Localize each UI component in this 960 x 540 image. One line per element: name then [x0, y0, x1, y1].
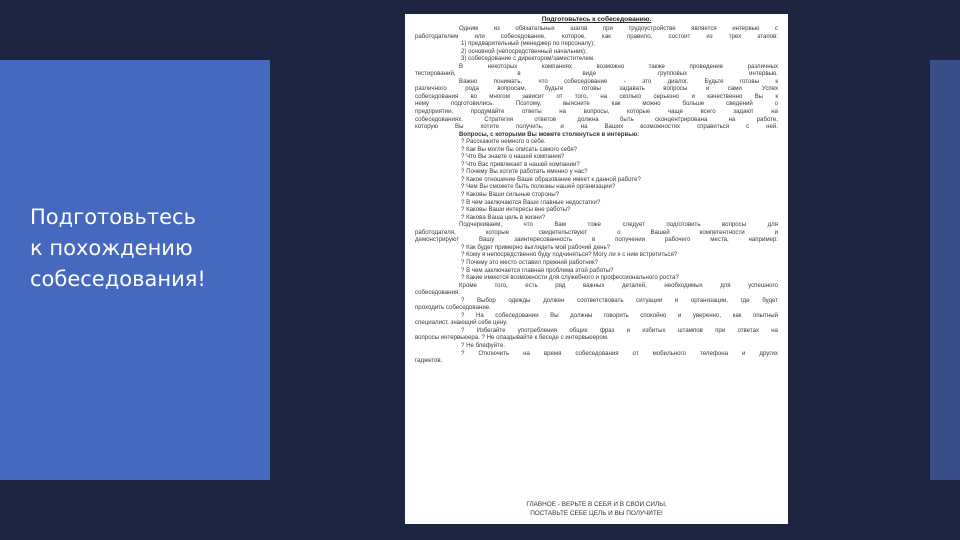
document-line: собеседования: — [415, 289, 460, 297]
document-line: вопросы интервьюера. ? Не опаздывайте к беседе с интервьюером. — [415, 334, 609, 342]
document-line: 3) собеседование с директором/заместителем. — [461, 55, 595, 63]
document-line: проходить собеседование. — [415, 304, 491, 312]
document-line: ? Расскажите немного о себе. — [461, 138, 546, 146]
footer-line: ПОСТАВЬТЕ СЕБЕ ЦЕЛЬ И ВЫ ПОЛУЧИТЕ! — [530, 510, 663, 517]
document-line: В некоторых компаниях возможно также проведение различных — [459, 62, 778, 70]
document-line: ? Избегайте употребления общих фраз и избитых штампов при ответах на — [461, 326, 778, 334]
document-line: 1) предварительный (менеджер по персоналу); — [461, 40, 595, 48]
document-line: ? Не блефуйте. — [461, 341, 505, 349]
document-line: Одним из обязательных шагов при трудоустройстве является интервью с — [459, 25, 778, 32]
document-body — [415, 25, 778, 365]
document-line: тестирований, в виде групповых интервью. — [415, 70, 778, 78]
document-title: Подготовьтесь к собеседованию. — [541, 16, 652, 23]
document-line: ? Какое отношение Ваше образование имеет к данной работе? — [461, 175, 641, 183]
document-line: которую Вы хотите получить, и на Ваших возможностях справиться с ней. — [415, 123, 778, 131]
document-line: Вопросы, с которыми Вы можете столкнуться в интервью: — [459, 130, 640, 138]
document-line: демонстрируют Вашу заинтересованность в получении рабочего места, например: — [415, 236, 778, 244]
slide-title-line: собеседования! — [30, 267, 206, 291]
document-line: ? Почему Вы хотите работать именно у нас? — [461, 168, 588, 176]
document-line: предприятии, продумайте ответы на вопросы, которые чаще всего задают на — [415, 108, 778, 116]
document-line: ? Кому я непосредственно буду подчиняться? Могу ли я с ним встретиться? — [461, 251, 678, 259]
document-line: ? Отключить на время собеседования от мобильного телефона и других — [461, 349, 778, 357]
document-line: ? Какова Ваша цель в жизни? — [461, 213, 546, 221]
document-line: Кроме того, есть ряд важных деталей, необходимых для успешного — [459, 281, 778, 289]
document-line: Подчеркиваем, что Вам тоже следует подготовить вопросы для — [459, 221, 778, 229]
document-line: ? На собеседовании Вы должны говорить спокойно и уверенно, как опытный — [461, 311, 778, 319]
document-line: работодателем или собеседование, которое, как правило, состоит из трех этапов: — [415, 32, 778, 40]
document-line: ? В чем заключается главная проблема этой работы? — [461, 266, 614, 274]
document-line: ? Выбор одежды должен соответствовать ситуации и организации, где будет — [461, 296, 778, 304]
slide-title-line: Подготовьтесь — [30, 205, 196, 229]
document-line: специалист, знающий себе цену. — [415, 319, 508, 327]
footer-line: ГЛАВНОЕ - ВЕРЬТЕ В СЕБЯ И В СВОИ СИЛЫ, — [526, 501, 667, 508]
document-line: собеседования во многом зависит от того, на сколько серьезно и качественно Вы к — [415, 92, 778, 100]
slide-title-line: к похождению — [30, 236, 193, 260]
decorative-strip — [930, 60, 960, 480]
document-image — [405, 14, 788, 524]
document-line: ? Каковы Ваши интересы вне работы? — [461, 206, 571, 214]
slide-title — [30, 202, 265, 295]
document-line: ? Каковы Ваши сильные стороны? — [461, 191, 559, 199]
document-line: нему подготовились. Поэтому, выясните как можно больше сведений о — [415, 100, 778, 108]
document-line: ? Чем Вы сможете быть полезны нашей организации? — [461, 183, 616, 191]
document-line: Важно понимать, что собеседование - это диалог. Будьте готовы к — [459, 77, 778, 85]
document-line: ? Почему это место оставил прежний работник? — [461, 258, 599, 266]
document-line: собеседованиях. Стратегия ответов должна быть сконцентрирована на работе, — [415, 115, 778, 123]
document-footer — [405, 500, 788, 518]
document-line: ? Какие имеются возможности для служебного и профессионального роста? — [461, 274, 679, 282]
document-line: ? Что Вы знаете о нашей компании? — [461, 153, 565, 161]
document-line: 2) основной (непосредственный начальник); — [461, 47, 587, 55]
document-line: ? В чем заключаются Ваши главные недостатки? — [461, 198, 601, 206]
document-line: ? Как будет примерно выглядеть мой рабочий день? — [461, 243, 611, 251]
document-line: ? Как Вы могли бы описать самого себя? — [461, 145, 578, 153]
document-line: ? Что Вас привлекает в нашей компании? — [461, 160, 580, 168]
document-line: различного рода вопросам, будьте готовы задавать вопросы и сами. Успех — [415, 85, 778, 93]
document-line: работодателя, которые свидетельствуют о Вашей компетентности и — [415, 228, 778, 236]
document-line: гаджетов. — [415, 357, 443, 365]
